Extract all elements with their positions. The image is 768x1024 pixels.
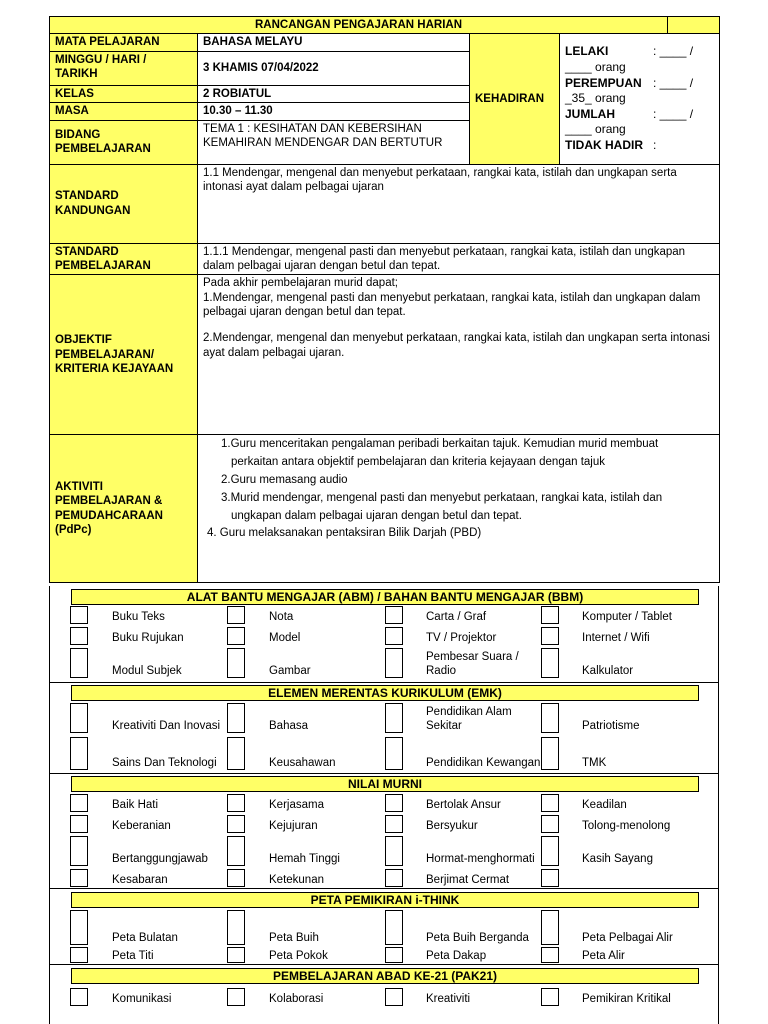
abm-checkbox-label: Buku Teks xyxy=(112,611,165,623)
objektif-item: 1.Mendengar, mengenal pasti dan menyebut perkataan, rangkai kata, istilah dan ungkapan dalam pelbagai ujaran dengan betul dan tepat. xyxy=(203,291,701,318)
nilai-checkbox-label: Tolong-menolong xyxy=(582,820,671,832)
emk-checkbox-label: Keusahawan xyxy=(269,757,336,769)
nilai-checkbox-label: Keadilan xyxy=(582,799,627,811)
abm-checkbox[interactable] xyxy=(70,606,88,624)
emk-checkbox-label: Patriotisme xyxy=(582,720,640,732)
jumlah-label: JUMLAH xyxy=(565,106,615,121)
nilai-checkbox-label: Berjimat Cermat xyxy=(426,874,510,886)
bidang-line-1: TEMA 1 : KESIHATAN DAN KEBERSIHAN xyxy=(203,122,422,135)
standard-pembelajaran-text: 1.1.1 Mendengar, mengenal pasti dan menyebut perkataan, rangkai kata, istilah dan ungkapan dalam pelbagai ujaran dengan betul dan tepat. xyxy=(198,243,720,275)
perempuan-row xyxy=(565,76,714,107)
nilai-checkbox[interactable] xyxy=(70,794,88,812)
ithink-checkbox[interactable] xyxy=(385,910,403,945)
nilai-checkbox[interactable] xyxy=(385,869,403,887)
abm-checkbox[interactable] xyxy=(70,627,88,645)
abm-checkbox[interactable] xyxy=(70,648,88,678)
emk-section-title: ELEMEN MERENTAS KURIKULUM (EMK) xyxy=(71,685,699,701)
nilai-checkbox[interactable] xyxy=(385,836,403,866)
emk-checkbox[interactable] xyxy=(70,703,88,733)
nilai-checkbox[interactable] xyxy=(227,794,245,812)
abm-checkbox[interactable] xyxy=(541,606,559,624)
abm-checkbox-label: Kalkulator xyxy=(582,665,634,677)
abm-checkbox-label: Komputer / Tablet xyxy=(582,611,672,623)
aktiviti-label: AKTIVITI PEMBELAJARAN & PEMUDAHCARAAN (PdPc) xyxy=(50,435,198,583)
pak21-checkbox[interactable] xyxy=(541,988,559,1006)
aktiviti-step-4: 4. Guru melaksanakan pentaksiran Bilik Darjah (PBD) xyxy=(207,527,482,540)
nilai-checkbox-label: Bersyukur xyxy=(426,820,478,832)
pak21-checkbox-label: Kolaborasi xyxy=(269,993,324,1005)
abm-checkbox-label: Carta / Graf xyxy=(426,611,487,623)
emk-checkbox[interactable] xyxy=(70,737,88,770)
nilai-checkbox[interactable] xyxy=(227,815,245,833)
emk-checkbox[interactable] xyxy=(385,703,403,733)
perempuan-value: : ____ / _35_ orang xyxy=(565,75,694,106)
ithink-checkbox-label: Peta Pelbagai Alir xyxy=(582,932,673,944)
jumlah-row xyxy=(565,107,714,138)
aktiviti-step-1: 1.Guru menceritakan pengalaman peribadi berkaitan tajuk. Kemudian murid membuat xyxy=(221,438,659,451)
page-title: RANCANGAN PENGAJARAN HARIAN xyxy=(50,17,668,34)
nilai-checkbox[interactable] xyxy=(70,836,88,866)
aktiviti-content xyxy=(198,435,720,583)
emk-checkbox[interactable] xyxy=(385,737,403,770)
nilai-checkbox-label: Keberanian xyxy=(112,820,171,832)
minggu-value: 3 KHAMIS 07/04/2022 xyxy=(198,51,470,85)
nilai-checkbox-label: Bertanggungjawab xyxy=(112,853,208,865)
ithink-checkbox[interactable] xyxy=(541,910,559,945)
bidang-label: BIDANG PEMBELAJARAN xyxy=(50,120,198,164)
ithink-checkbox-label: Peta Buih Berganda xyxy=(426,932,529,944)
nilai-checkbox[interactable] xyxy=(70,815,88,833)
lelaki-value: : ____ / ____ orang xyxy=(565,44,694,74)
nilai-checkbox[interactable] xyxy=(70,869,88,887)
abm-section-title: ALAT BANTU MENGAJAR (ABM) / BAHAN BANTU MENGAJAR (BBM) xyxy=(71,589,699,605)
kelas-value: 2 ROBIATUL xyxy=(198,85,470,102)
nilai-checkbox-label: Kasih Sayang xyxy=(582,853,653,865)
emk-checkbox-label: Pendidikan Kewangan xyxy=(426,757,541,769)
abm-checkbox-label: Buku Rujukan xyxy=(112,632,184,644)
emk-checkbox[interactable] xyxy=(541,703,559,733)
nilai-checkbox[interactable] xyxy=(541,815,559,833)
pak21-checkbox[interactable] xyxy=(70,988,88,1006)
abm-checkbox[interactable] xyxy=(227,627,245,645)
perempuan-label: PEREMPUAN xyxy=(565,75,642,90)
section-divider xyxy=(49,888,719,889)
nilai-checkbox-label: Hormat-menghormati xyxy=(426,853,535,865)
emk-checkbox[interactable] xyxy=(541,737,559,770)
emk-checkbox-label: Pendidikan Alam Sekitar xyxy=(426,706,512,732)
abm-checkbox[interactable] xyxy=(385,648,403,678)
nilai-checkbox-label: Bertolak Ansur xyxy=(426,799,501,811)
abm-checkbox[interactable] xyxy=(227,648,245,678)
nilai-checkbox-label: Kesabaran xyxy=(112,874,168,886)
ithink-checkbox-label: Peta Pokok xyxy=(269,950,328,962)
section-divider xyxy=(49,682,719,683)
standard-kandungan-label: STANDARD KANDUNGAN xyxy=(50,164,198,243)
kehadiran-label: KEHADIRAN xyxy=(470,34,560,164)
nilai-checkbox[interactable] xyxy=(541,836,559,866)
nilai-checkbox-label: Hemah Tinggi xyxy=(269,853,340,865)
title-extra-cell xyxy=(668,17,720,34)
nilai-checkbox[interactable] xyxy=(541,794,559,812)
ithink-checkbox-label: Peta Titi xyxy=(112,950,154,962)
emk-checkbox-label: Sains Dan Teknologi xyxy=(112,757,217,769)
tidak-hadir-row xyxy=(565,138,714,154)
ithink-checkbox[interactable] xyxy=(541,947,559,963)
aktiviti-step-1-cont: perkaitan antara objektif pembelajaran dan kriteria kejayaan dengan tajuk xyxy=(231,456,605,469)
bidang-line-2: KEMAHIRAN MENDENGAR DAN BERTUTUR xyxy=(203,136,443,149)
pak21-checkbox-label: Kreativiti xyxy=(426,993,471,1005)
abm-checkbox-label: Gambar xyxy=(269,665,311,677)
minggu-label: MINGGU / HARI / TARIKH xyxy=(50,51,198,85)
nilai-checkbox[interactable] xyxy=(385,815,403,833)
objektif-content xyxy=(198,275,720,435)
nilai-checkbox-label: Baik Hati xyxy=(112,799,159,811)
objektif-intro: Pada akhir pembelajaran murid dapat; xyxy=(203,277,398,290)
abm-checkbox[interactable] xyxy=(541,648,559,678)
nilai-checkbox[interactable] xyxy=(541,869,559,887)
kehadiran-panel xyxy=(560,34,720,164)
nilai-checkbox-label: Ketekunan xyxy=(269,874,324,886)
nilai-checkbox-label: Kerjasama xyxy=(269,799,324,811)
pak21-checkbox-label: Komunikasi xyxy=(112,993,172,1005)
pak21-checkbox[interactable] xyxy=(385,988,403,1006)
emk-checkbox[interactable] xyxy=(227,737,245,770)
abm-checkbox-label: Modul Subjek xyxy=(112,665,182,677)
nilai-checkbox[interactable] xyxy=(385,794,403,812)
abm-checkbox[interactable] xyxy=(541,627,559,645)
emk-checkbox-label: Bahasa xyxy=(269,720,309,732)
pak21-checkbox-label: Pemikiran Kritikal xyxy=(582,993,671,1005)
emk-checkbox-label: TMK xyxy=(582,757,607,769)
ithink-checkbox-label: Peta Dakap xyxy=(426,950,487,962)
ithink-checkbox[interactable] xyxy=(70,910,88,945)
ithink-checkbox-label: Peta Bulatan xyxy=(112,932,178,944)
nilai-section-title: NILAI MURNI xyxy=(71,776,699,792)
mata-pelajaran-value: BAHASA MELAYU xyxy=(198,34,470,51)
ithink-checkbox-label: Peta Alir xyxy=(582,950,625,962)
mata-pelajaran-label: MATA PELAJARAN xyxy=(50,34,198,51)
tidak-hadir-value: : xyxy=(653,137,657,152)
standard-pembelajaran-label: STANDARD PEMBELAJARAN xyxy=(50,243,198,275)
abm-checkbox[interactable] xyxy=(385,606,403,624)
emk-checkbox-label: Kreativiti Dan Inovasi xyxy=(112,720,221,732)
abm-checkbox-label: Pembesar Suara / Radio xyxy=(426,651,519,677)
ithink-checkbox[interactable] xyxy=(227,910,245,945)
ithink-checkbox[interactable] xyxy=(70,947,88,963)
nilai-checkbox[interactable] xyxy=(227,869,245,887)
emk-checkbox[interactable] xyxy=(227,703,245,733)
aktiviti-step-3-cont: ungkapan dalam pelbagai ujaran dengan betul dan tepat. xyxy=(231,509,522,522)
abm-checkbox[interactable] xyxy=(227,606,245,624)
abm-checkbox-label: Internet / Wifi xyxy=(582,632,650,644)
objektif-label: OBJEKTIF PEMBELAJARAN/ KRITERIA KEJAYAAN xyxy=(50,275,198,435)
abm-checkbox-label: TV / Projektor xyxy=(426,632,497,644)
aktiviti-step-3: 3.Murid mendengar, mengenal pasti dan menyebut perkataan, rangkai kata, istilah dan xyxy=(221,491,663,504)
lelaki-label: LELAKI xyxy=(565,44,609,59)
tidak-hadir-label: TIDAK HADIR xyxy=(565,137,643,152)
bidang-value xyxy=(198,120,470,164)
nilai-checkbox[interactable] xyxy=(227,836,245,866)
ithink-section-title: PETA PEMIKIRAN i-THINK xyxy=(71,892,699,908)
section-divider xyxy=(49,773,719,774)
aktiviti-step-2: 2.Guru memasang audio xyxy=(221,473,348,486)
ithink-checkbox-label: Peta Buih xyxy=(269,932,319,944)
lelaki-row xyxy=(565,44,714,75)
section-divider xyxy=(49,964,719,965)
kelas-label: KELAS xyxy=(50,85,198,102)
ithink-checkbox[interactable] xyxy=(385,947,403,963)
jumlah-value: : ____ / ____ orang xyxy=(565,106,694,137)
masa-value: 10.30 – 11.30 xyxy=(198,103,470,120)
ithink-checkbox[interactable] xyxy=(227,947,245,963)
masa-label: MASA xyxy=(50,103,198,120)
objektif-item: 2.Mendengar, mengenal dan menyebut perkataan, rangkai kata, istilah dan ungkapan serta intonasi ayat dalam pelbagai ujaran. xyxy=(203,332,710,359)
standard-kandungan-text: 1.1 Mendengar, mengenal dan menyebut perkataan, rangkai kata, istilah dan ungkapan serta intonasi ayat dalam pelbagai ujaran xyxy=(198,164,720,243)
abm-checkbox[interactable] xyxy=(385,627,403,645)
abm-checkbox-label: Model xyxy=(269,632,301,644)
lesson-plan-table xyxy=(49,16,720,583)
abm-checkbox-label: Nota xyxy=(269,611,294,623)
pak21-checkbox[interactable] xyxy=(227,988,245,1006)
nilai-checkbox-label: Kejujuran xyxy=(269,820,318,832)
pak21-section-title: PEMBELAJARAN ABAD KE-21 (PAK21) xyxy=(71,968,699,984)
